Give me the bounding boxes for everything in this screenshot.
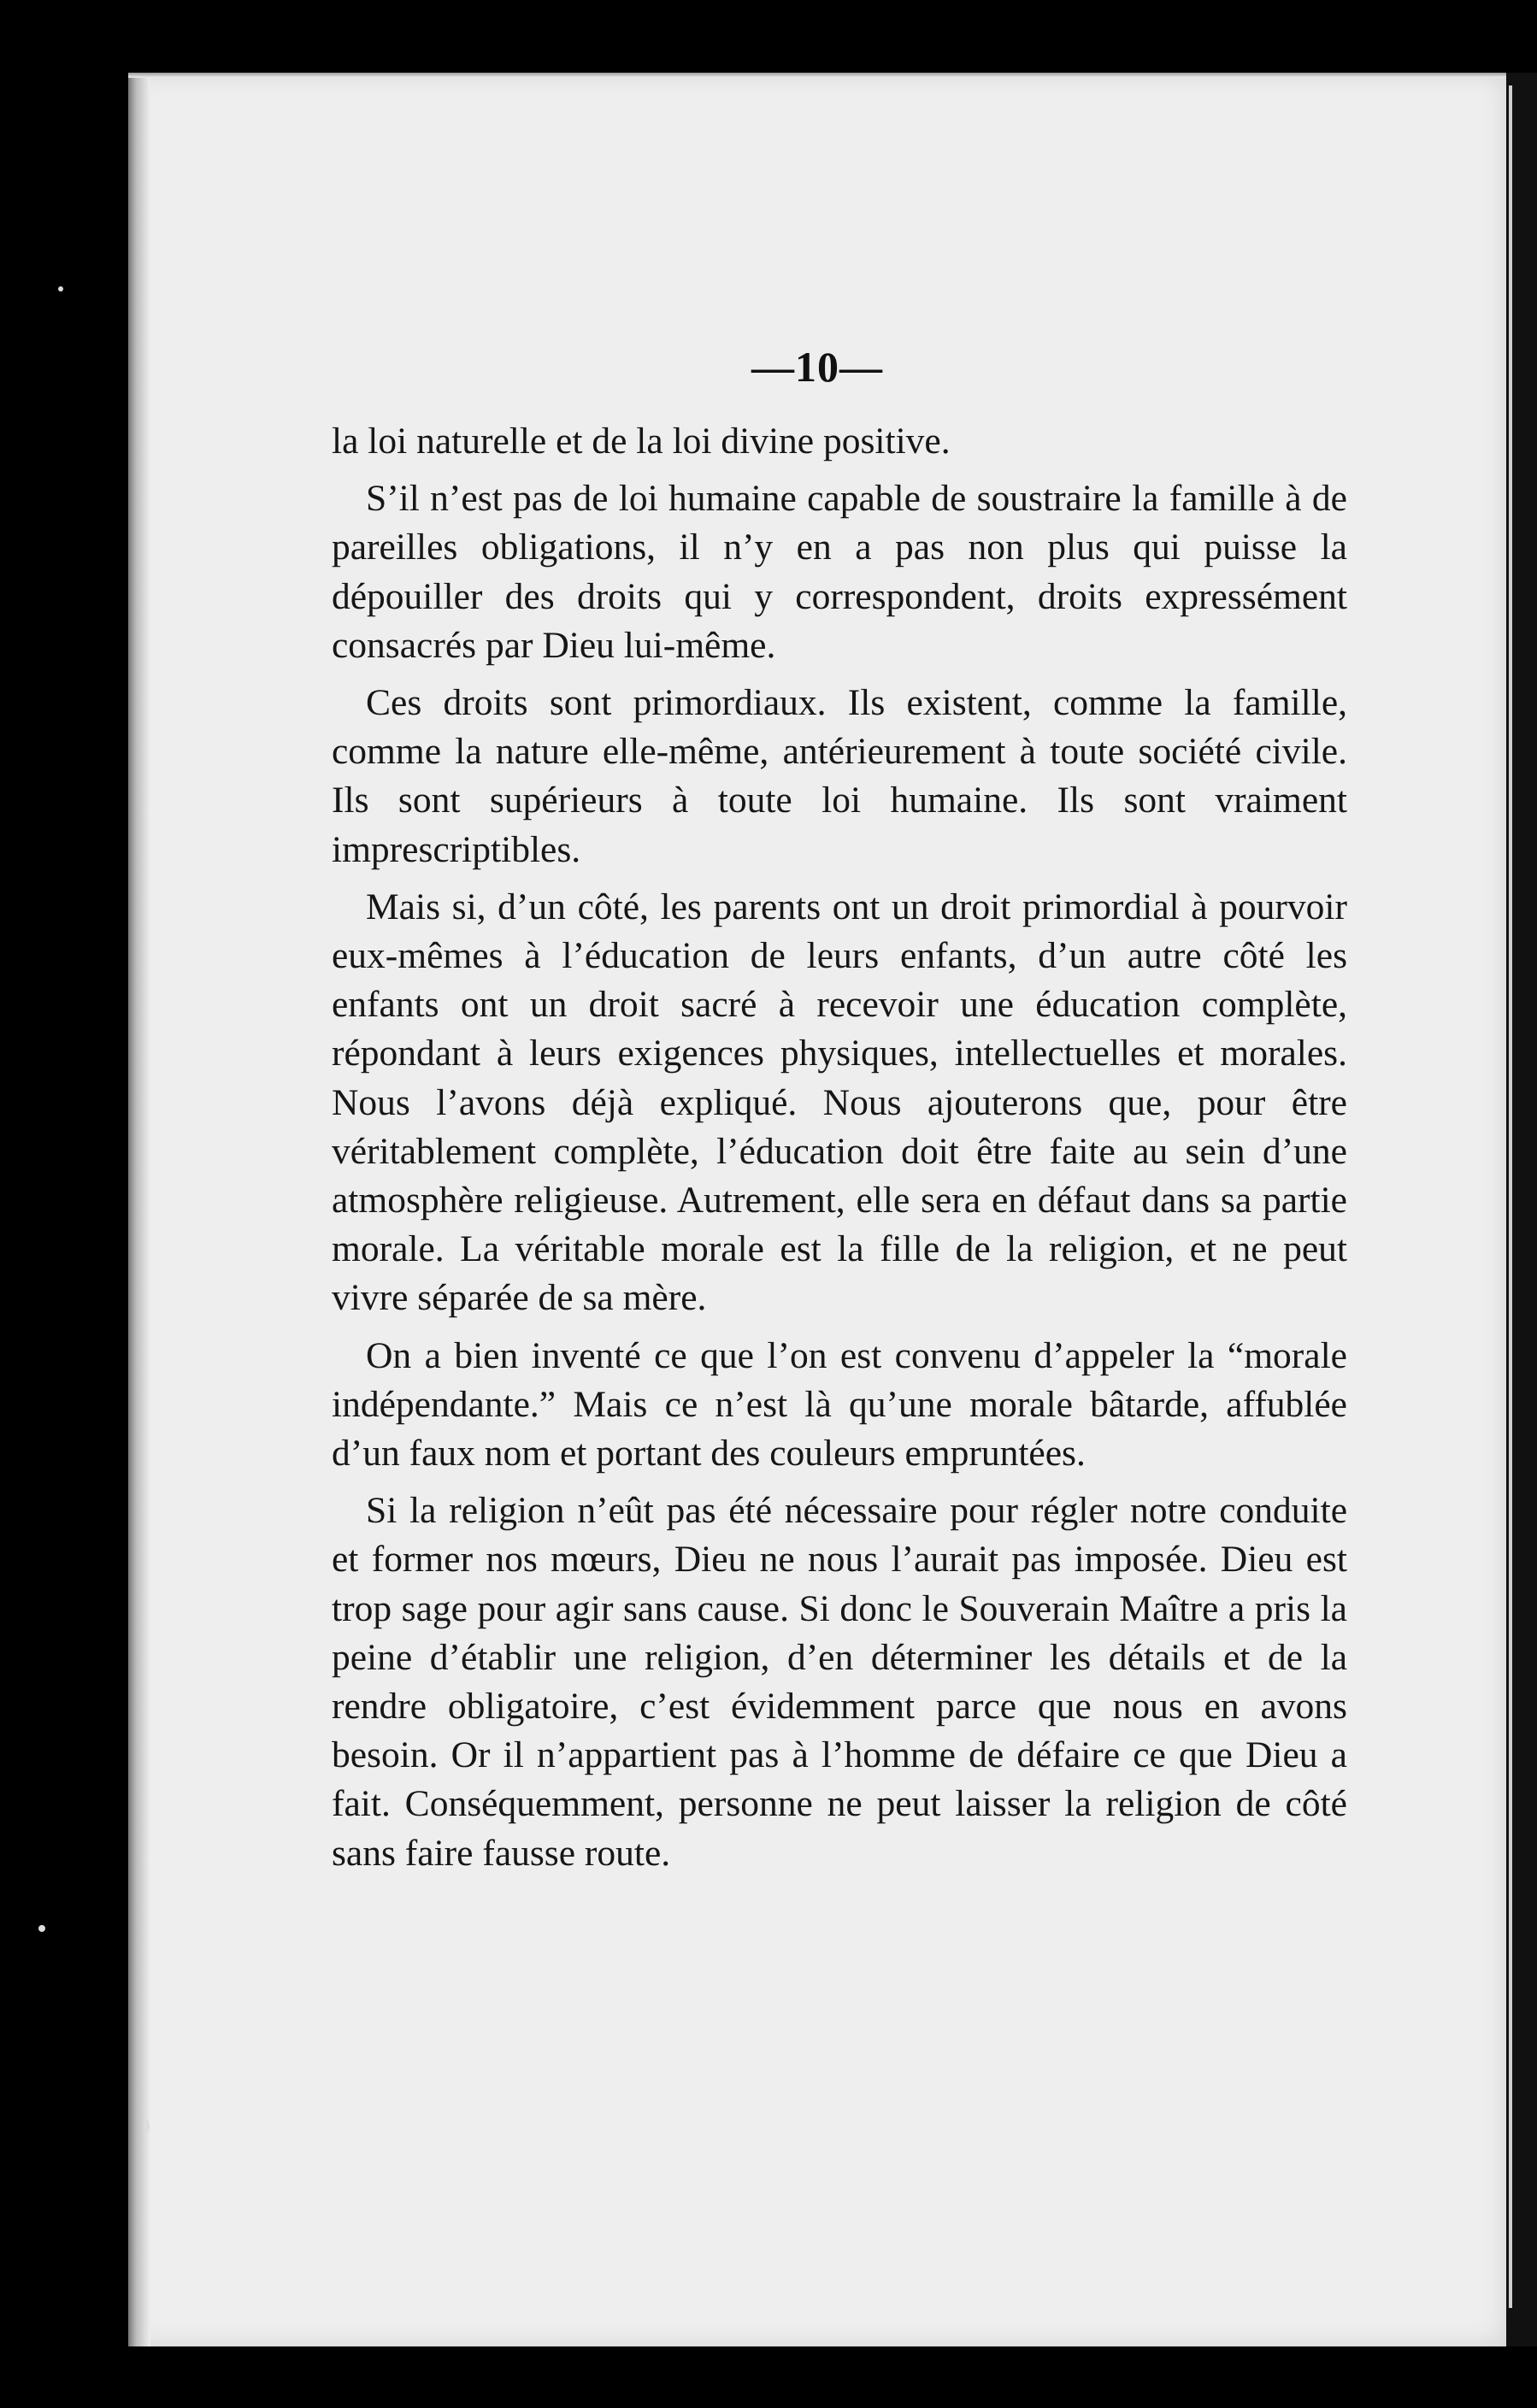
paragraph: On a bien inventé ce que l’on est convenu d’appeler la “morale indépendante.” Mais ce n’est là qu’une morale bâtarde, affublée d’un faux nom et portant des couleurs empruntées. xyxy=(332,1334,1347,1475)
scan-speck xyxy=(58,286,63,291)
page-spine-shadow xyxy=(128,73,150,2346)
paragraph-continued: la loi naturelle et de la loi divine positive. xyxy=(332,421,951,462)
body-text xyxy=(332,417,1347,1887)
next-page-edge xyxy=(1509,85,1512,2308)
page-number: —10— xyxy=(751,343,883,391)
paragraph: Ces droits sont primordiaux. Ils existent, comme la famille, comme la nature elle-même, antérieurement à toute société civile. Ils sont supérieurs à toute loi humaine. Ils sont vraiment imprescriptibles. xyxy=(332,682,1347,870)
scan-speck xyxy=(38,1925,45,1932)
page-top-edge xyxy=(128,73,1506,78)
paragraph: S’il n’est pas de loi humaine capable de soustraire la famille à de pareilles obligations, il n’y en a pas non plus qui puisse la dépouiller des droits qui y correspondent, droits expressément consacrés par Dieu lui-même. xyxy=(332,478,1347,666)
paragraph: Mais si, d’un côté, les parents ont un droit primordial à pourvoir eux-mêmes à l’éducation de leurs enfants, d’un autre côté les enfants ont un droit sacré à recevoir une éducation complète, répondant à leurs exigences physiques, intellectuelles et morales. Nous l’avons déjà expliqué. Nous ajouterons que, pour être véritablement complète, l’éducation doit être faite au sein d’une atmosphère religieuse. Autrement, elle sera en défaut dans sa partie morale. La véritable morale est la fille de la religion, et ne peut vivre séparée de sa mère. xyxy=(332,886,1347,1319)
paragraph: Si la religion n’eût pas été nécessaire pour régler notre conduite et former nos mœurs, Dieu ne nous l’aurait pas imposée. Dieu est trop sage pour agir sans cause. Si donc le Souverain Maître a pris la peine d’établir une religion, d’en déterminer les détails et de la rendre obligatoire, c’est évidemment parce que nous en avons besoin. Or il n’appartient pas à l’homme de défaire ce que Dieu a fait. Conséquemment, personne ne peut laisser la religion de côté sans faire fausse route. xyxy=(332,1490,1347,1874)
scan-speck xyxy=(144,2120,150,2132)
